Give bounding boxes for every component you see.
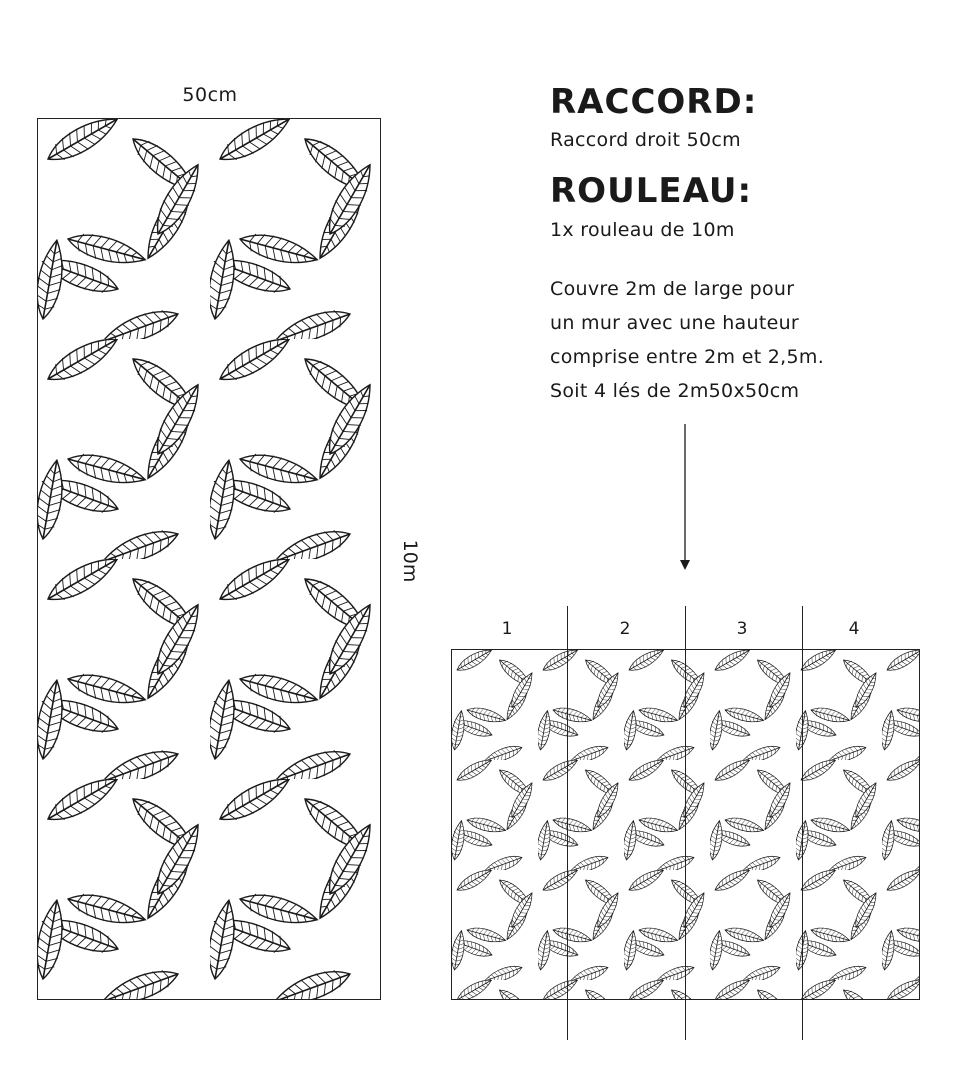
- raccord-value: Raccord droit 50cm: [550, 129, 741, 151]
- description-line: comprise entre 2m et 2,5m.: [550, 346, 825, 368]
- description-line: Soit 4 lés de 2m50x50cm: [550, 380, 800, 402]
- rouleau-heading: ROULEAU:: [550, 171, 753, 211]
- strip-number-1: 1: [501, 619, 513, 639]
- strip-divider: [567, 606, 568, 1040]
- down-arrow-icon: [675, 424, 695, 572]
- coverage-description: [550, 272, 930, 408]
- strip-number-3: 3: [736, 619, 748, 639]
- leaf-pattern-image: [38, 119, 381, 1000]
- strip-number-2: 2: [619, 619, 631, 639]
- rouleau-value: 1x rouleau de 10m: [550, 219, 735, 241]
- description-line: un mur avec une hauteur: [550, 312, 800, 334]
- description-line: Couvre 2m de large pour: [550, 278, 795, 300]
- roll-height-label: [390, 532, 430, 592]
- raccord-heading: RACCORD:: [550, 82, 758, 122]
- strip-divider: [802, 606, 803, 1040]
- leaf-pattern-small-image: [452, 650, 920, 1000]
- roll-height-text: 10m: [399, 539, 421, 583]
- wallpaper-roll-preview: [37, 118, 381, 1000]
- strip-divider: [685, 606, 686, 1040]
- roll-width-label: 50cm: [182, 84, 238, 106]
- strip-number-4: 4: [848, 619, 860, 639]
